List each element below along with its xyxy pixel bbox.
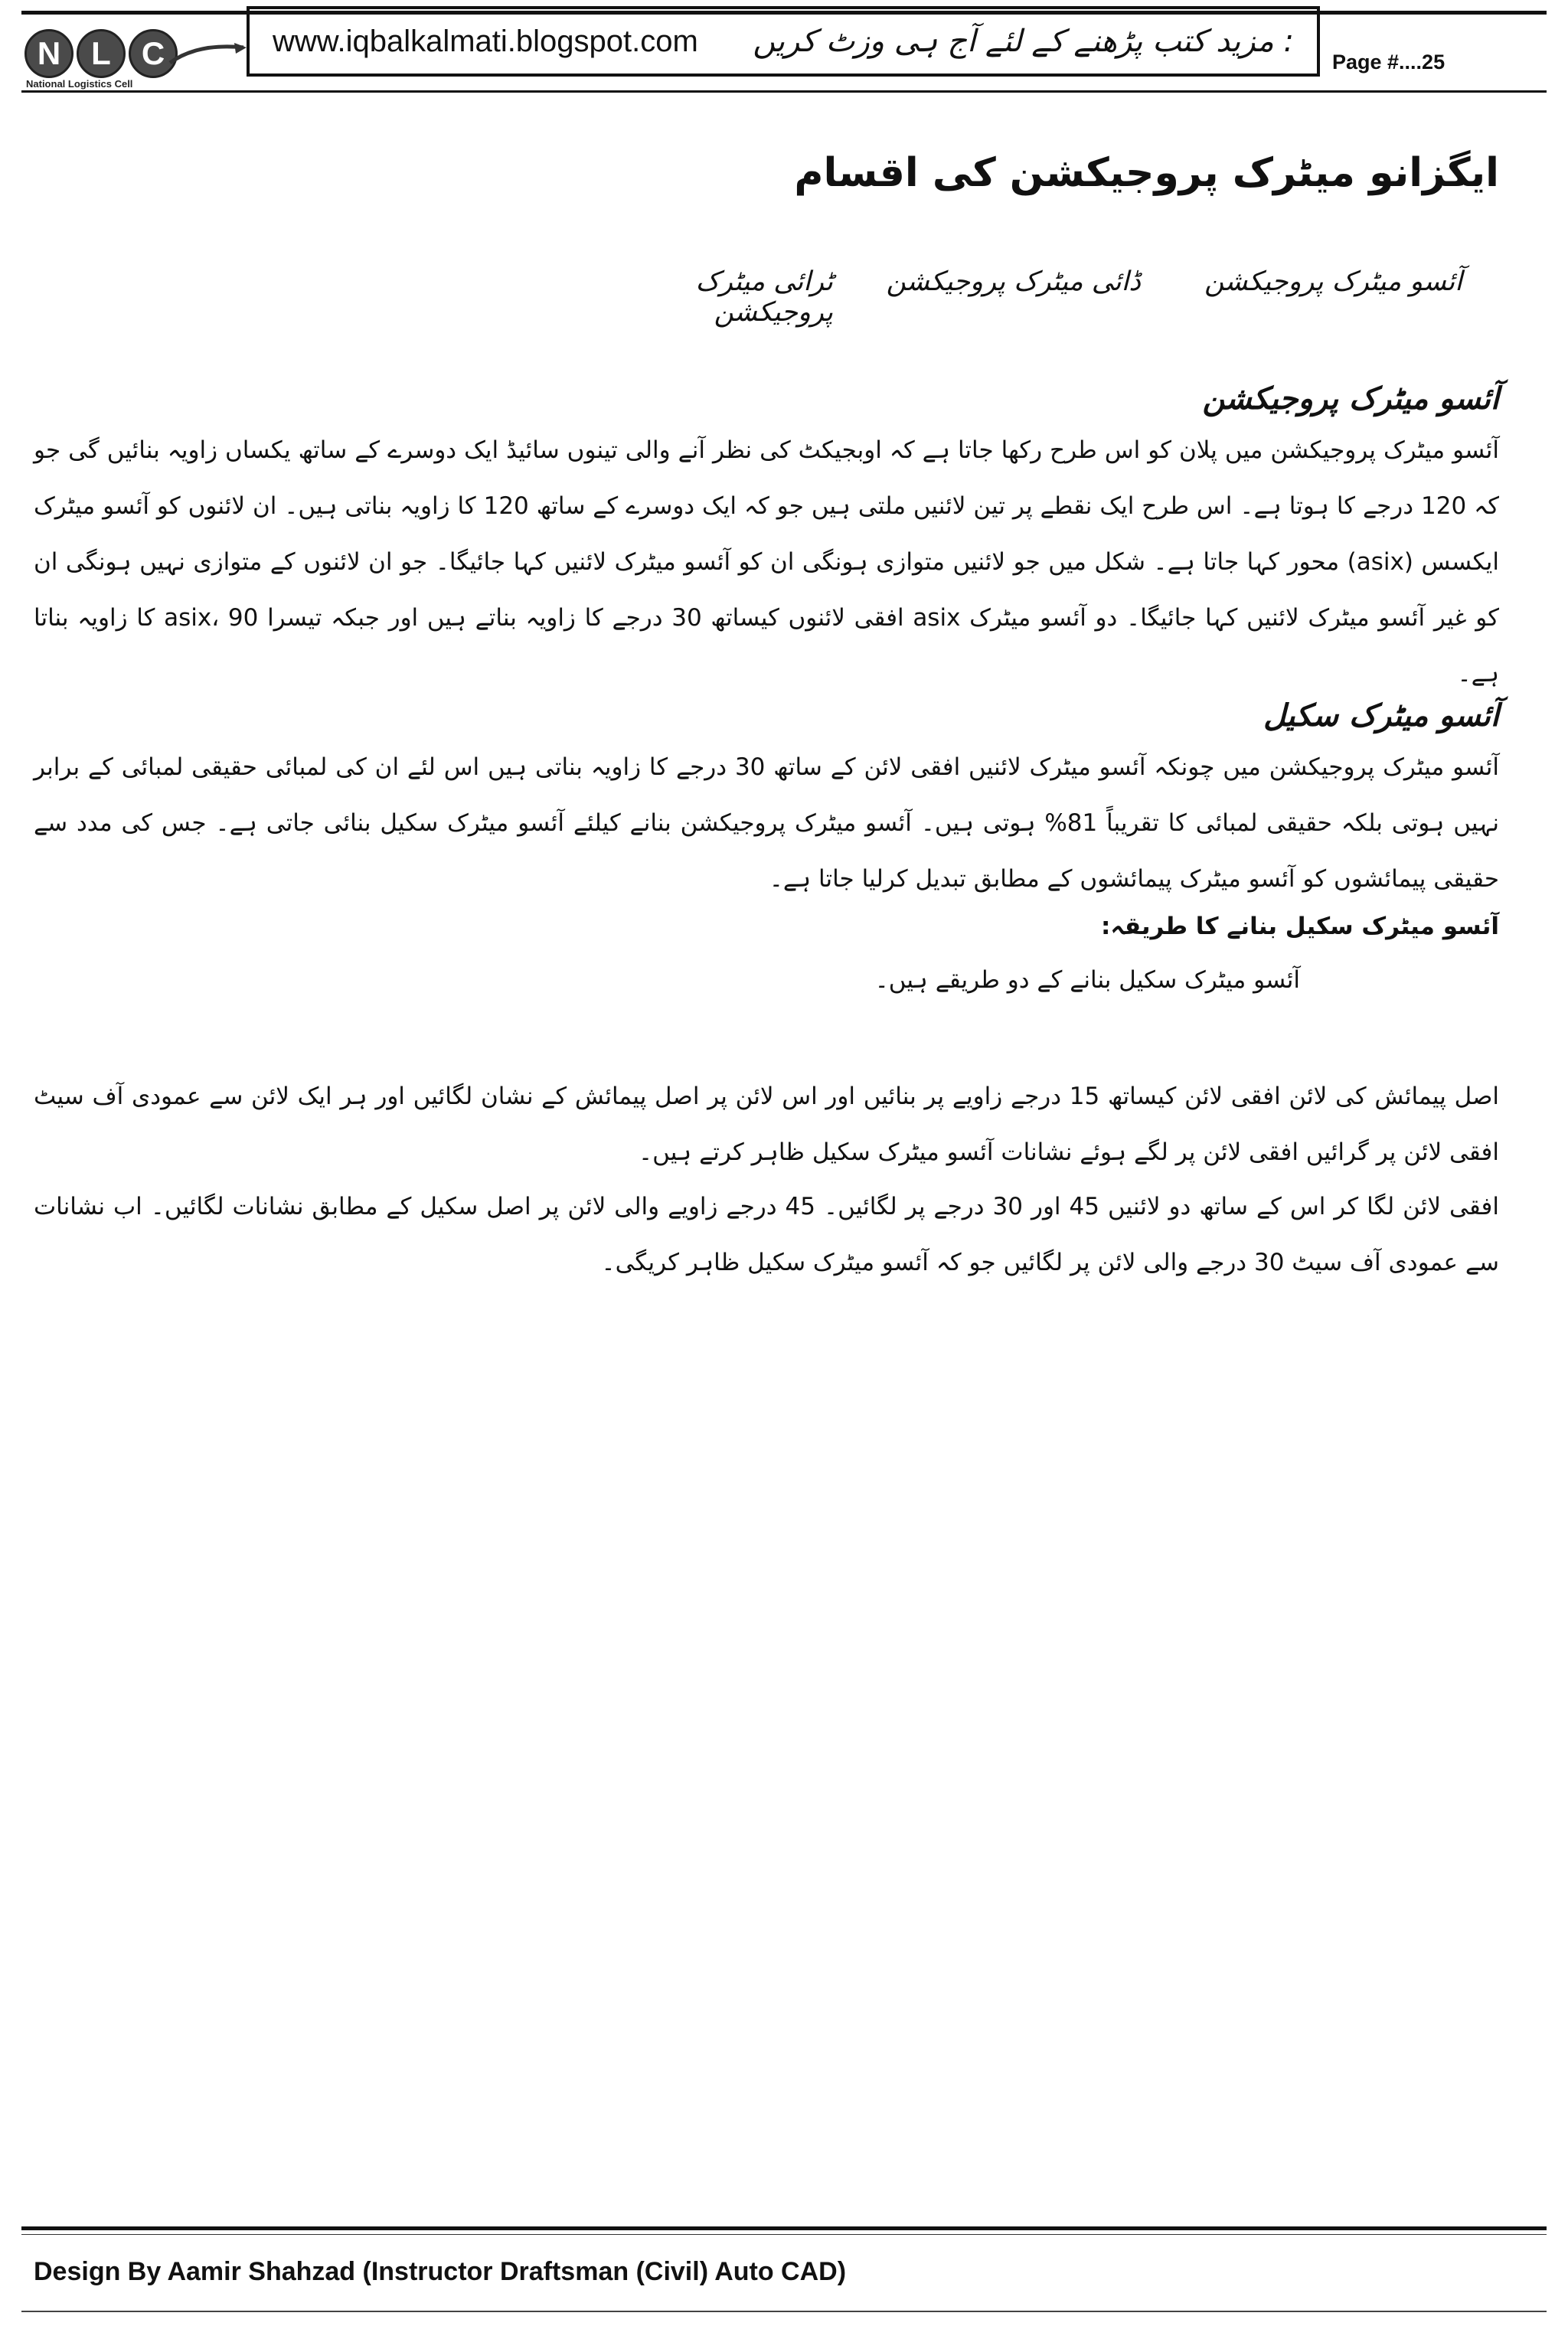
- logo-swoosh-icon: [167, 40, 251, 70]
- type-trimetric: ٹرائی میٹرک پروجیکشن: [695, 266, 833, 328]
- footer-rule: [21, 2226, 1547, 2230]
- logo-letter: N: [24, 29, 74, 78]
- page-title: ایگزانو میٹرک پروجیکشن کی اقسام: [794, 150, 1499, 196]
- section-heading-isometric-scale: آئسو میٹرک سکیل: [1263, 698, 1499, 733]
- paragraph-isometric-scale: آئسو میٹرک پروجیکشن میں چونکہ آئسو میٹرک لائنیں افقی لائن کے ساتھ 30 درجے کا زاویہ بناتی ہیں اس لئے ان کی لمبائی حقیقی لمبائی کے برابر نہیں ہوتی بلکہ حقیقی لمبائی کا تقریباً 81% ہوتی ہیں۔ آئسو میٹرک پروجیکشن بنانے کیلئے آئسو میٹرک سکیل بنائی جاتی ہے۔ جس کی مدد سے حقیقی پیمائشوں کو آئسو میٹرک پیمائشوں کے مطابق تبدیل کرلیا جاتا ہے۔: [34, 753, 1499, 893]
- paragraph-isometric-projection: آئسو میٹرک پروجیکشن میں پلان کو اس طرح رکھا جاتا ہے کہ اوبجیکٹ کی نظر آنے والی تینوں سائیڈ ایک دوسرے کے ساتھ یکساں زاویہ بنائیں گی جو کہ 120 درجے کا ہوتا ہے۔ اس طرح ایک نقطے پر تین لائنیں ملتی ہیں جو کہ ایک دوسرے کے ساتھ 120 کا زاویہ بناتی ہیں۔ ان لائنوں کو آئسو میٹرک ایکسس (asix) محور کہا جاتا ہے۔ شکل میں جو لائنیں متوازی ہونگی ان کو آئسو میٹرک لائنیں کہا جائیگا۔ جو ان لائنوں کے متوازی نہیں ہونگی ان کو غیر آئسو میٹرک لائنیں کہا جائیگا۔ دو آئسو میٹرک asix افقی لائنوں کیساتھ 30 درجے کا زاویہ بناتے ہیں اور جبکہ تیسرا asix، 90 کا زاویہ بناتا ہے۔: [34, 436, 1500, 688]
- type-dimetric: ڈائی میٹرک پروجیکشن: [886, 266, 1141, 297]
- logo-letter: C: [129, 29, 178, 78]
- footer-bottom-rule: [21, 2311, 1547, 2312]
- header-rule: [21, 90, 1547, 93]
- section-heading-isometric-projection: آئسو میٹرک پروجیکشن: [1202, 381, 1499, 416]
- footer-thin-rule: [21, 2234, 1547, 2235]
- footer-credit: Design By Aamir Shahzad (Instructor Draftsman (Civil) Auto CAD): [34, 2257, 847, 2286]
- method-title: آئسو میٹرک سکیل بنانے کا طریقہ:: [1101, 913, 1499, 940]
- blog-url-link[interactable]: www.iqbalkalmati.blogspot.com: [273, 24, 698, 58]
- page-number: Page #....25: [1332, 51, 1446, 74]
- type-isometric: آئسو میٹرک پروجیکشن: [1204, 266, 1462, 297]
- paragraph-method-1: اصل پیمائش کی لائن افقی لائن کیساتھ 15 درجے زاویے پر بنائیں اور اس لائن پر اصل پیمائش کے نشان لگائیں اور ہر ایک لائن سے عمودی آف سیٹ افقی لائن پر گرائیں افقی لائن پر لگے ہوئے نشانات آئسو میٹرک سکیل ظاہر کرتے ہیں۔: [34, 1083, 1500, 1166]
- projection-types: [582, 266, 1462, 328]
- paragraph-method-2: افقی لائن لگا کر اس کے ساتھ دو لائنیں 45 اور 30 درجے پر لگائیں۔ 45 درجے زاویے والی لائن پر اصل سکیل کے مطابق نشانات لگائیں۔ اب نشانات سے عمودی آف سیٹ 30 درجے والی لائن پر لگائیں جو کہ آئسو میٹرک سکیل ظاہر کریگی۔: [34, 1193, 1499, 1276]
- url-banner: [247, 6, 1320, 77]
- method-count: آئسو میٹرک سکیل بنانے کے دو طریقے ہیں۔: [874, 966, 1300, 994]
- logo-caption: National Logistics Cell: [26, 78, 133, 90]
- logo-letter: L: [77, 29, 126, 78]
- logo-letters: [24, 29, 178, 78]
- banner-urdu-text: : مزید کتب پڑھنے کے لئے آج ہی وزٹ کریں: [753, 24, 1294, 59]
- nlc-logo: [21, 29, 243, 95]
